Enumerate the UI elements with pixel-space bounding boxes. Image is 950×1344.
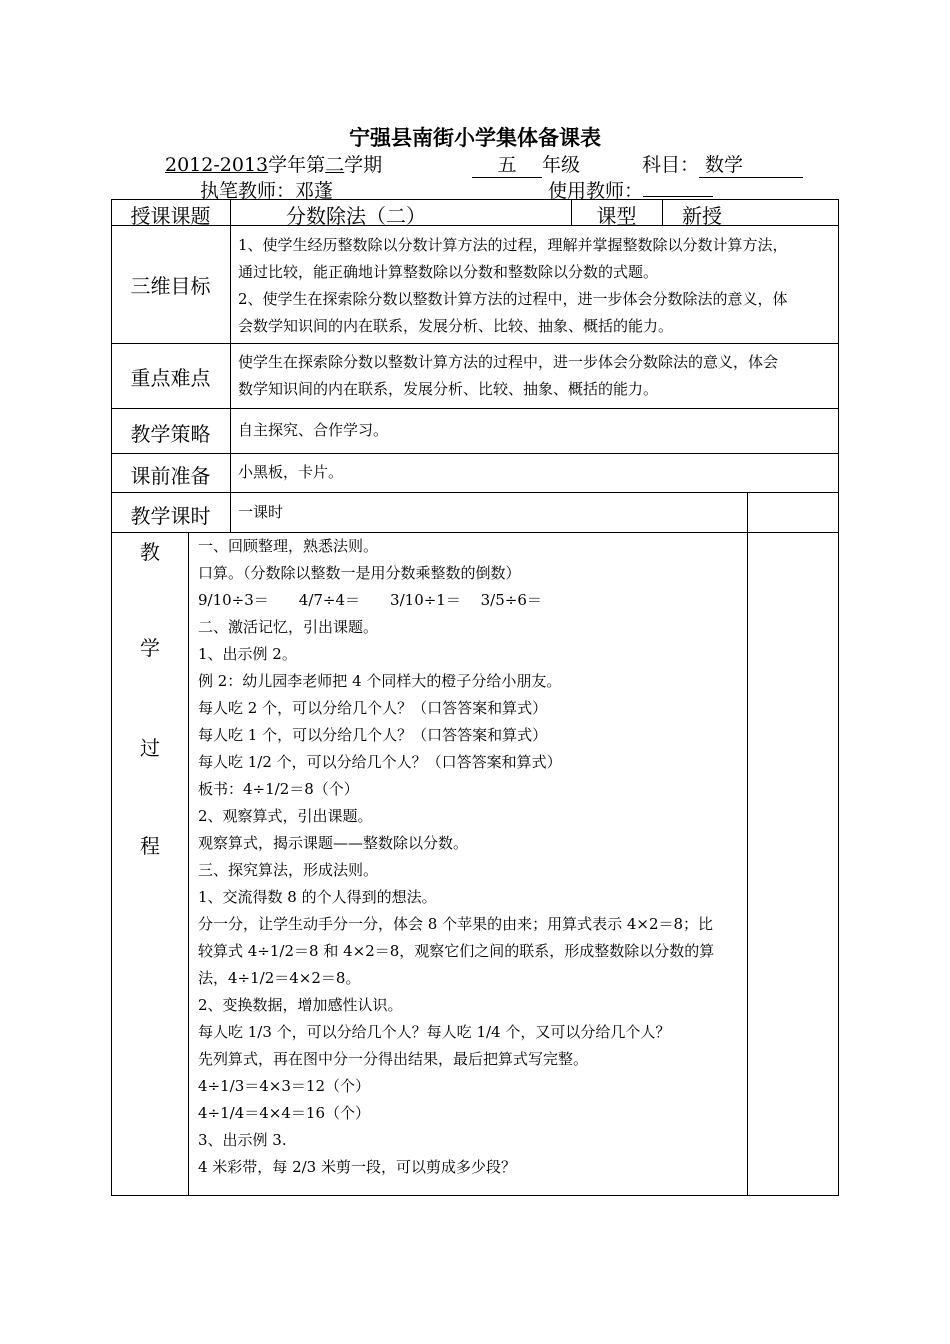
process-label-char: 教	[140, 540, 160, 564]
key-points-label: 重点难点	[130, 366, 211, 390]
process-line: 每人吃 1 个，可以分给几个人？（口答答案和算式）	[198, 726, 548, 744]
goals-label: 三维目标	[130, 274, 211, 298]
goals-line: 通过比较，能正确地计算整数除以分数和整数除以分数的式题。	[238, 263, 659, 281]
strategy-label: 教学策略	[130, 422, 211, 446]
process-line: 4÷1/4＝4×4＝16（个）	[198, 1104, 370, 1122]
process-line: 较算式 4÷1/2＝8 和 4×2＝8，观察它们之间的联系，形成整数除以分数的算	[198, 942, 715, 960]
semester-number: 二	[325, 154, 345, 176]
preparation-label: 课前准备	[130, 464, 211, 488]
goals-line: 2、使学生在探索除分数以整数计算方法的过程中，进一步体会分数除法的意义，体	[238, 290, 788, 308]
user-label: 使用教师：	[548, 180, 644, 202]
key-points-text	[238, 349, 836, 403]
process-line: 2、变换数据，增加感性认识。	[198, 996, 403, 1014]
process-line: 观察算式，揭示课题——整数除以分数。	[198, 834, 469, 852]
process-line: 一、回顾整理，熟悉法则。	[198, 537, 379, 555]
process-label-char: 学	[140, 636, 160, 660]
semester-label-b: 学期	[344, 154, 383, 176]
process-line: 先列算式，再在图中分一分得出结果，最后把算式写完整。	[198, 1050, 589, 1068]
lesson-type-label: 课型	[596, 204, 637, 228]
process-line: 4 米彩带，每 2/3 米剪一段，可以剪成多少段？	[198, 1158, 516, 1176]
process-line: 1、出示例 2。	[198, 645, 297, 663]
subject-label: 科目：	[642, 154, 700, 176]
process-line: 例 2：幼儿园李老师把 4 个同样大的橙子分给小朋友。	[198, 672, 562, 690]
grade-value: 五	[472, 150, 542, 178]
author-label: 执笔教师：	[200, 180, 296, 202]
goals-line: 1、使学生经历整数除以分数计算方法的过程，理解并掌握整数除以分数计算方法，	[238, 236, 788, 254]
school-year: 2012-2013	[165, 154, 269, 176]
process-line: 每人吃 1/3 个，可以分给几个人？每人吃 1/4 个，又可以分给几个人？	[198, 1023, 671, 1041]
process-label-char: 过	[140, 736, 160, 760]
semester-line	[165, 150, 382, 177]
key-points-line: 数学知识间的内在联系，发展分析、比较、抽象、概括的能力。	[238, 380, 659, 398]
goals-text	[238, 232, 836, 340]
document-title: 宁强县南街小学集体备课表	[349, 125, 601, 150]
topic-value: 分数除法（二）	[286, 204, 426, 228]
strategy-text: 自主探究、合作学习。	[238, 421, 389, 439]
semester-label-a: 学年第	[268, 154, 326, 176]
grade-label: 年级	[542, 154, 581, 176]
process-content	[198, 533, 743, 1181]
process-label-char: 程	[140, 834, 160, 858]
user-value-blank	[643, 177, 713, 197]
preparation-text: 小黑板，卡片。	[238, 463, 344, 481]
process-line: 分一分，让学生动手分一分，体会 8 个苹果的由来；用算式表示 4×2＝8；比	[198, 915, 714, 933]
class-hours-label: 教学课时	[130, 504, 211, 528]
subject-line	[642, 150, 803, 178]
goals-line: 会数学知识间的内在联系，发展分析、比较、抽象、概括的能力。	[238, 317, 674, 335]
key-points-line: 使学生在探索除分数以整数计算方法的过程中，进一步体会分数除法的意义，体会	[238, 353, 779, 371]
process-line: 3、出示例 3.	[198, 1131, 287, 1149]
lesson-type-value: 新授	[682, 204, 722, 228]
topic-label: 授课课题	[130, 204, 211, 228]
process-line: 三、探究算法，形成法则。	[198, 861, 379, 879]
author-value: 邓蓬	[295, 180, 334, 202]
process-line: 每人吃 1/2 个，可以分给几个人？（口答答案和算式）	[198, 753, 562, 771]
process-line: 2、观察算式，引出课题。	[198, 807, 373, 825]
grade-line	[472, 150, 580, 178]
subject-value: 数学	[699, 150, 803, 178]
process-line: 二、激活记忆，引出课题。	[198, 618, 379, 636]
process-line: 9/10÷3＝ 4/7÷4＝ 3/10÷1＝ 3/5÷6＝	[198, 591, 542, 609]
process-line: 板书：4÷1/2＝8（个）	[198, 780, 359, 798]
process-line: 每人吃 2 个，可以分给几个人？（口答答案和算式）	[198, 699, 548, 717]
process-line: 法，4÷1/2＝4×2＝8。	[198, 969, 361, 987]
process-line: 1、交流得数 8 的个人得到的想法。	[198, 888, 437, 906]
class-hours-text: 一课时	[238, 503, 284, 521]
process-line: 4÷1/3＝4×3＝12（个）	[198, 1077, 370, 1095]
process-line: 口算。（分数除以整数一是用分数乘整数的倒数）	[198, 564, 521, 582]
